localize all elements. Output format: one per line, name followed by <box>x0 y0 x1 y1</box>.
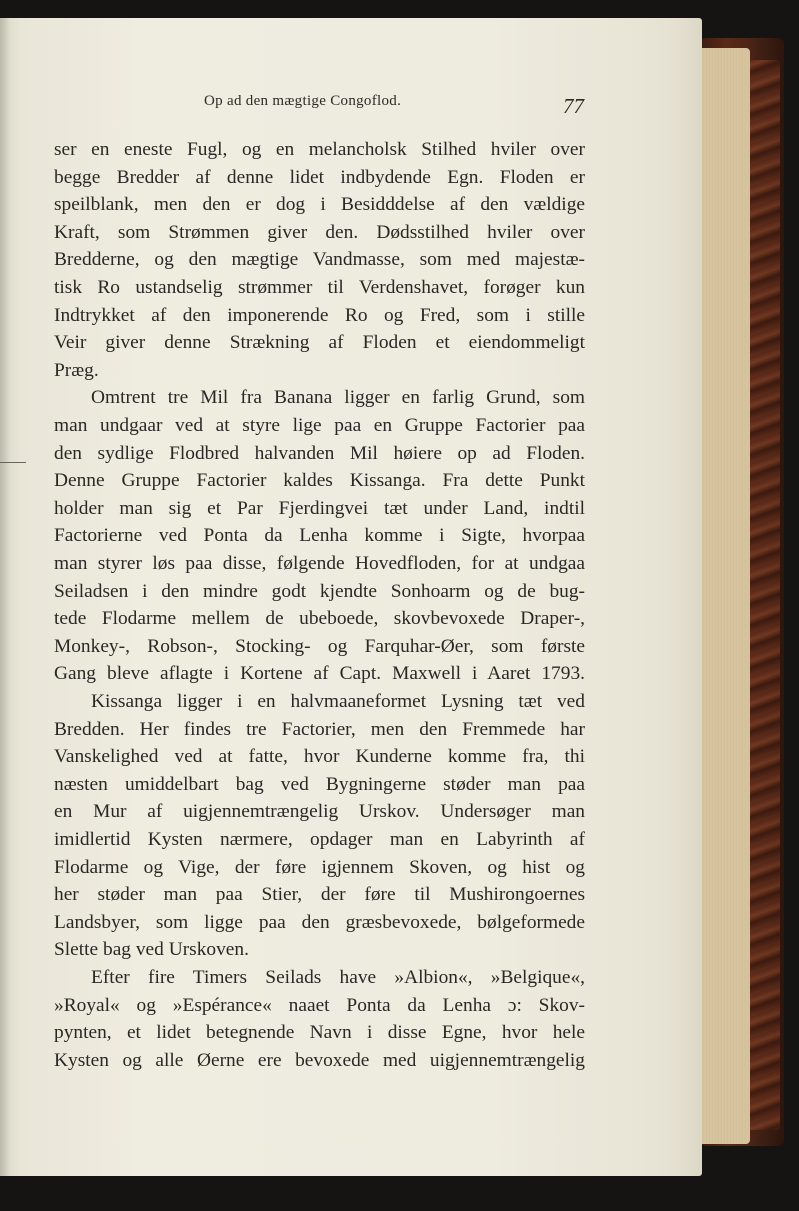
text-line: Præg. <box>54 359 99 381</box>
text-line: næsten umiddelbart bag ved Bygningerne støder man paa <box>54 773 585 795</box>
text-line: Veir giver denne Strækning af Floden et eiendommeligt <box>54 332 585 354</box>
text-line: Kysten og alle Øerne ere bevoxede med uigjennemtrængelig <box>54 1049 585 1071</box>
text-line: ser en eneste Fugl, og en melancholsk Stilhed hviler over <box>54 139 585 160</box>
text-line: Slette bag ved Urskoven. <box>54 939 249 961</box>
text-line: Gang bleve aflagte i Kortene af Capt. Maxwell i Aaret 1793. <box>54 663 585 685</box>
text-line: Kissanga ligger i en halvmaaneformet Lysning tæt ved <box>91 691 585 712</box>
text-line: Factorierne ved Ponta da Lenha komme i Sigte, hvorpaa <box>54 525 585 547</box>
text-line: speilblank, men den er dog i Besidddelse af den vældige <box>54 194 585 216</box>
text-line: man styrer løs paa disse, følgende Hovedfloden, for at undgaa <box>54 553 585 574</box>
text-line: Efter fire Timers Seilads have »Albion«, »Belgique«, <box>91 967 585 988</box>
marbled-cover-edge <box>748 60 780 1130</box>
text-line: Indtrykket af den imponerende Ro og Fred, som i stille <box>54 304 585 326</box>
margin-mark <box>0 462 26 463</box>
text-line: Seiladsen i den mindre godt kjendte Sonhoarm og de bug- <box>54 580 585 602</box>
page-gutter <box>0 18 10 1176</box>
text-line: Kraft, som Strømmen giver den. Dødsstilhed hviler over <box>54 221 585 243</box>
text-line: tisk Ro ustandselig strømmer til Verdenshavet, forøger kun <box>54 277 585 298</box>
page-block-edges <box>700 48 750 1144</box>
text-line: en Mur af uigjennemtrængelig Urskov. Undersøger man <box>54 801 585 823</box>
page-number: 77 <box>563 94 584 118</box>
text-line: Flodarme og Vige, der føre igjennem Skoven, og hist og <box>54 856 585 878</box>
text-line: tede Flodarme mellem de ubeboede, skovbevoxede Draper-, <box>54 608 585 630</box>
text-line: her støder man paa Stier, der føre til Mushirongoernes <box>54 884 585 906</box>
text-line: man undgaar ved at styre lige paa en Gruppe Factorier paa <box>54 415 585 436</box>
text-line: imidlertid Kysten nærmere, opdager man en Labyrinth af <box>54 829 585 850</box>
text-line: Landsbyer, som ligge paa den græsbevoxede, bølgeformede <box>54 911 585 933</box>
text-line: Vanskelighed ved at fatte, hvor Kunderne komme fra, thi <box>54 746 585 768</box>
text-line: Bredden. Her findes tre Factorier, men den Fremmede har <box>54 718 585 740</box>
running-header: Op ad den mægtige Congoflod. <box>204 93 402 109</box>
text-line: Denne Gruppe Factorier kaldes Kissanga. Fra dette Punkt <box>54 470 585 492</box>
text-line: holder man sig et Par Fjerdingvei tæt under Land, indtil <box>54 497 585 519</box>
text-line: Omtrent tre Mil fra Banana ligger en farlig Grund, som <box>91 387 585 409</box>
text-line: pynten, et lidet betegnende Navn i disse Egne, hvor hele <box>54 1022 585 1044</box>
text-line: begge Bredder af denne lidet indbydende Egn. Floden er <box>54 166 585 188</box>
text-line: Monkey-, Robson-, Stocking- og Farquhar-Øer, som første <box>54 635 585 657</box>
text-line: Bredderne, og den mægtige Vandmasse, som med majestæ- <box>54 249 585 271</box>
text-line: den sydlige Flodbred halvanden Mil høiere op ad Floden. <box>54 442 585 464</box>
text-line: »Royal« og »Espérance« naaet Ponta da Lenha ɔ: Skov- <box>54 994 585 1016</box>
